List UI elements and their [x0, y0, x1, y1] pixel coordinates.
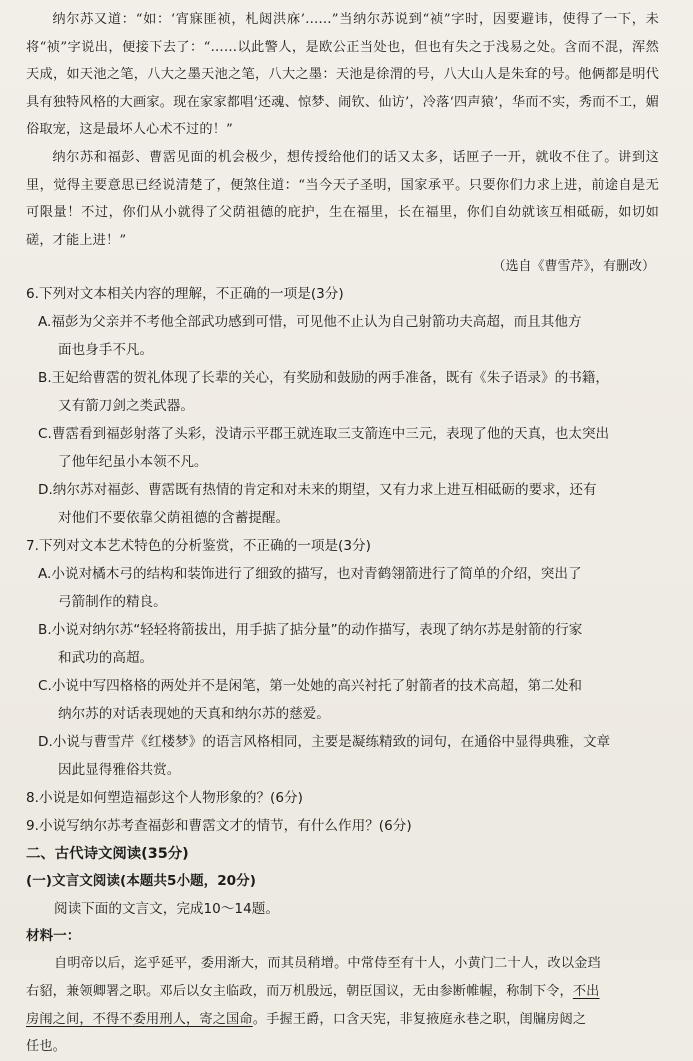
material-1-line-2 — [26, 978, 659, 1006]
material-1-line-3 — [26, 1006, 659, 1034]
material-1-underlined-1: 不出 — [572, 983, 600, 999]
question-7 — [26, 532, 659, 784]
material-1-text — [26, 950, 659, 1060]
material-1-underlined-2: 房闱之间，不得不委用刑人，寄之国命 — [26, 1011, 253, 1027]
material-1-line-3-text: 。手握王爵，口含天宪，非复掖庭永巷之职，闺牖房闼之 — [252, 1011, 587, 1027]
question-6-option-a-cont: 面也身手不凡。 — [58, 342, 154, 359]
material-1-line-2-text: 右貂，兼领卿署之职。邓后以女主临政，而万机殷远，朝臣国议，无由参断帷幄，称制下令， — [26, 983, 573, 999]
question-7-option-d-cont: 因此显得雅俗共赏。 — [58, 762, 181, 779]
question-6-option-d: D.纳尔苏对福彭、曹霑既有热情的肯定和对未来的期望，又有力求上进互相砥砺的要求，还有 — [38, 482, 597, 499]
question-6 — [26, 280, 659, 532]
question-6-option-c-cont: 了他年纪虽小本领不凡。 — [58, 454, 208, 471]
question-7-option-d: D.小说与曹雪芹《红楼梦》的语言风格相同，主要是凝练精致的词句，在通俗中显得典雅，文章 — [38, 734, 611, 751]
passage-source: （选自《曹雪芹》，有删改） — [492, 259, 655, 275]
question-6-option-a: A.福彭为父亲并不考他全部武功感到可惜，可见他不止认为自己射箭功夫高超，而且其他方 — [38, 314, 582, 331]
question-6-stem: 6.下列对文本相关内容的理解，不正确的一项是(3分) — [26, 286, 344, 303]
question-7-option-b-cont: 和武功的高超。 — [58, 650, 154, 667]
material-1-label: 材料一： — [26, 928, 81, 945]
question-6-option-b-cont: 又有箭刀剑之类武器。 — [58, 398, 194, 415]
passage-paragraph-1: 纳尔苏又道：“如：‘宵寐匪祯，札闼洪庥’……”当纳尔苏说到“祯”字时，因要避讳，使得了一下，未将“祯”字说出，便接下去了：“……以此警人，是欧公正当处也，但也有失之于浅易之处。含而不混，浑然天成，如天池之笔，八大之墨天池之笔，八大之墨：天池是徐渭的号，八大山人是朱耷的号。他俩都是明代具有独特风格的大画家。现在家家都唱‘还魂、惊梦、闹钦、仙访’，冷落‘四声猿’，华而不实，秀而不工，媚俗取宠，这是最坏人心术不过的！” — [26, 12, 659, 138]
question-7-option-a: A.小说对橘木弓的结构和装饰进行了细致的描写，也对青鹤翎箭进行了简单的介绍，突出了 — [38, 566, 582, 583]
question-6-option-d-cont: 对他们不要依靠父荫祖德的含蓄提醒。 — [58, 510, 290, 527]
material-1-line-4: 任也。 — [26, 1039, 67, 1055]
question-7-option-a-cont: 弓箭制作的精良。 — [58, 594, 167, 611]
question-7-option-b: B.小说对纳尔苏“轻轻将箭拔出，用手掂了掂分量”的动作描写，表现了纳尔苏是射箭的行家 — [38, 622, 583, 639]
question-9: 9.小说写纳尔苏考查福彭和曹霑文才的情节，有什么作用？(6分) — [26, 818, 412, 835]
question-6-option-b: B.王妃给曹霑的贺礼体现了长辈的关心，有奖励和鼓励的两手准备，既有《朱子语录》的书籍， — [38, 370, 609, 387]
section-2-instruction: 阅读下面的文言文，完成10～14题。 — [54, 901, 279, 918]
passage-paragraph-2: 纳尔苏和福彭、曹霑见面的机会极少，想传授给他们的话又太多，话匣子一开，就收不住了。讲到这里，觉得主要意思已经说清楚了，便煞住道：“当今天子圣明，国家承平。只要你们力求上进，前途自是无可限量！不过，你们从小就得了父荫祖德的庇护，生在福里，长在福里，你们自幼就该互相砥砺，如切如磋，才能上进！” — [26, 149, 659, 248]
question-6-option-c: C.曹霑看到福彭射落了头彩，没请示平郡王就连取三支箭连中三元，表现了他的天真，也太突出 — [38, 426, 610, 443]
section-2-subtitle: (一)文言文阅读(本题共5小题，20分) — [26, 873, 256, 890]
question-7-stem: 7.下列对文本艺术特色的分析鉴赏，不正确的一项是(3分) — [26, 538, 371, 555]
question-7-option-c: C.小说中写四格格的两处并不是闲笔，第一处她的高兴衬托了射箭者的技术高超，第二处和 — [38, 678, 582, 695]
material-1-line-1: 自明帝以后，迄乎延平，委用渐大，而其员稍增。中常侍至有十人，小黄门二十人，改以金珰 — [54, 956, 601, 972]
question-8: 8.小说是如何塑造福彭这个人物形象的？(6分) — [26, 790, 303, 807]
question-7-option-c-cont: 纳尔苏的对话表现她的天真和纳尔苏的慈爱。 — [58, 706, 330, 723]
section-2-title: 二、古代诗文阅读(35分) — [26, 846, 189, 863]
